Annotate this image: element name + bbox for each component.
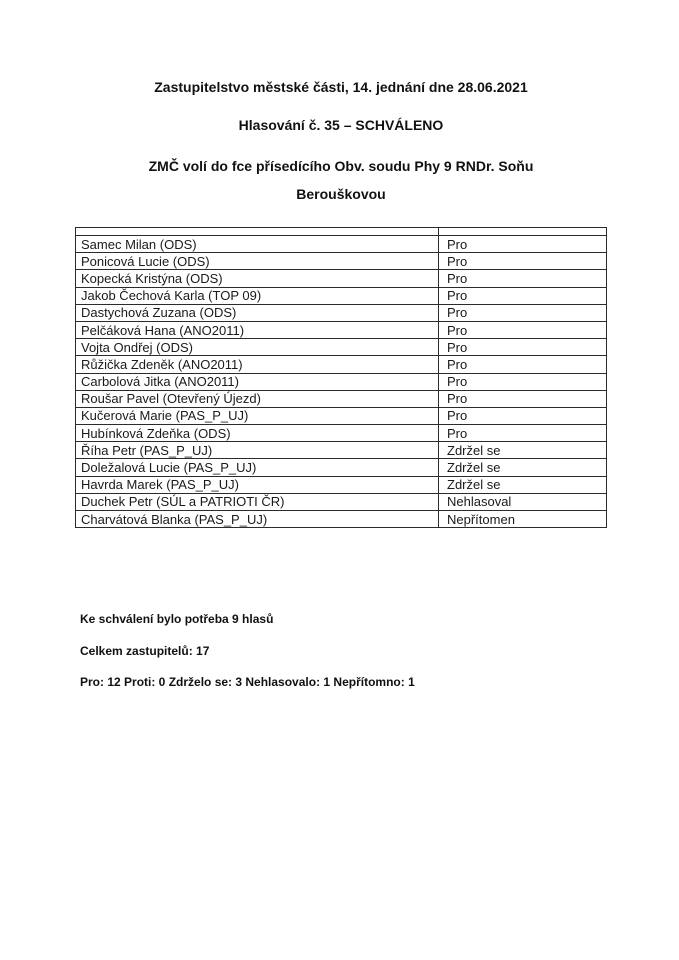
vote-value-cell: Pro <box>439 407 607 424</box>
table-row <box>76 476 607 493</box>
vote-value-cell: Pro <box>439 356 607 373</box>
vote-value-cell: Pro <box>439 390 607 407</box>
table-row <box>76 493 607 510</box>
spacer-cell-name <box>76 228 439 236</box>
table-row <box>76 321 607 338</box>
vote-subject-line2: Berouškovou <box>296 186 386 202</box>
table-row <box>76 511 607 528</box>
member-name-cell: Hubínková Zdeňka (ODS) <box>76 425 439 442</box>
member-name-cell: Dastychová Zuzana (ODS) <box>76 304 439 321</box>
member-name-cell: Doležalová Lucie (PAS_P_UJ) <box>76 459 439 476</box>
vote-value-cell: Nepřítomen <box>439 511 607 528</box>
member-name-cell: Roušar Pavel (Otevřený Újezd) <box>76 390 439 407</box>
vote-table-body <box>76 228 607 528</box>
member-name-cell: Růžička Zdeněk (ANO2011) <box>76 356 439 373</box>
table-row <box>76 459 607 476</box>
member-name-cell: Kučerová Marie (PAS_P_UJ) <box>76 407 439 424</box>
vote-value-cell: Zdržel se <box>439 476 607 493</box>
member-name-cell: Kopecká Kristýna (ODS) <box>76 270 439 287</box>
table-spacer-row <box>76 228 607 236</box>
meeting-title: Zastupitelstvo městské části, 14. jednání dne 28.06.2021 <box>154 79 528 95</box>
table-row <box>76 407 607 424</box>
vote-subject <box>75 152 607 208</box>
vote-value-cell: Pro <box>439 373 607 390</box>
vote-subject-line1: ZMČ volí do fce přísedícího Obv. soudu Phy 9 RNDr. Soňu <box>148 158 534 174</box>
vote-value-cell: Pro <box>439 287 607 304</box>
vote-value-cell: Zdržel se <box>439 459 607 476</box>
table-row <box>76 373 607 390</box>
member-name-cell: Charvátová Blanka (PAS_P_UJ) <box>76 511 439 528</box>
summary-total-members: Celkem zastupitelů: 17 <box>80 644 210 658</box>
vote-value-cell: Pro <box>439 253 607 270</box>
member-name-cell: Pelčáková Hana (ANO2011) <box>76 321 439 338</box>
table-row <box>76 287 607 304</box>
member-name-cell: Jakob Čechová Karla (TOP 09) <box>76 287 439 304</box>
member-name-cell: Vojta Ondřej (ODS) <box>76 339 439 356</box>
summary-quorum: Ke schválení bylo potřeba 9 hlasů <box>80 612 274 626</box>
vote-value-cell: Pro <box>439 321 607 338</box>
vote-value-cell: Pro <box>439 304 607 321</box>
table-row <box>76 339 607 356</box>
vote-value-cell: Pro <box>439 236 607 253</box>
member-name-cell: Říha Petr (PAS_P_UJ) <box>76 442 439 459</box>
table-row <box>76 253 607 270</box>
member-name-cell: Samec Milan (ODS) <box>76 236 439 253</box>
vote-heading: Hlasování č. 35 – SCHVÁLENO <box>238 117 444 133</box>
table-row <box>76 425 607 442</box>
vote-value-cell: Nehlasoval <box>439 493 607 510</box>
table-row <box>76 390 607 407</box>
member-name-cell: Carbolová Jitka (ANO2011) <box>76 373 439 390</box>
vote-value-cell: Zdržel se <box>439 442 607 459</box>
member-name-cell: Duchek Petr (SÚL a PATRIOTI ČR) <box>76 493 439 510</box>
vote-value-cell: Pro <box>439 339 607 356</box>
table-row <box>76 442 607 459</box>
table-row <box>76 236 607 253</box>
table-row <box>76 356 607 373</box>
table-row <box>76 270 607 287</box>
vote-value-cell: Pro <box>439 270 607 287</box>
spacer-cell-vote <box>439 228 607 236</box>
member-name-cell: Havrda Marek (PAS_P_UJ) <box>76 476 439 493</box>
table-row <box>76 304 607 321</box>
vote-results-table <box>75 227 607 528</box>
summary-results: Pro: 12 Proti: 0 Zdrželo se: 3 Nehlasovalo: 1 Nepřítomno: 1 <box>80 675 415 689</box>
member-name-cell: Ponicová Lucie (ODS) <box>76 253 439 270</box>
vote-value-cell: Pro <box>439 425 607 442</box>
